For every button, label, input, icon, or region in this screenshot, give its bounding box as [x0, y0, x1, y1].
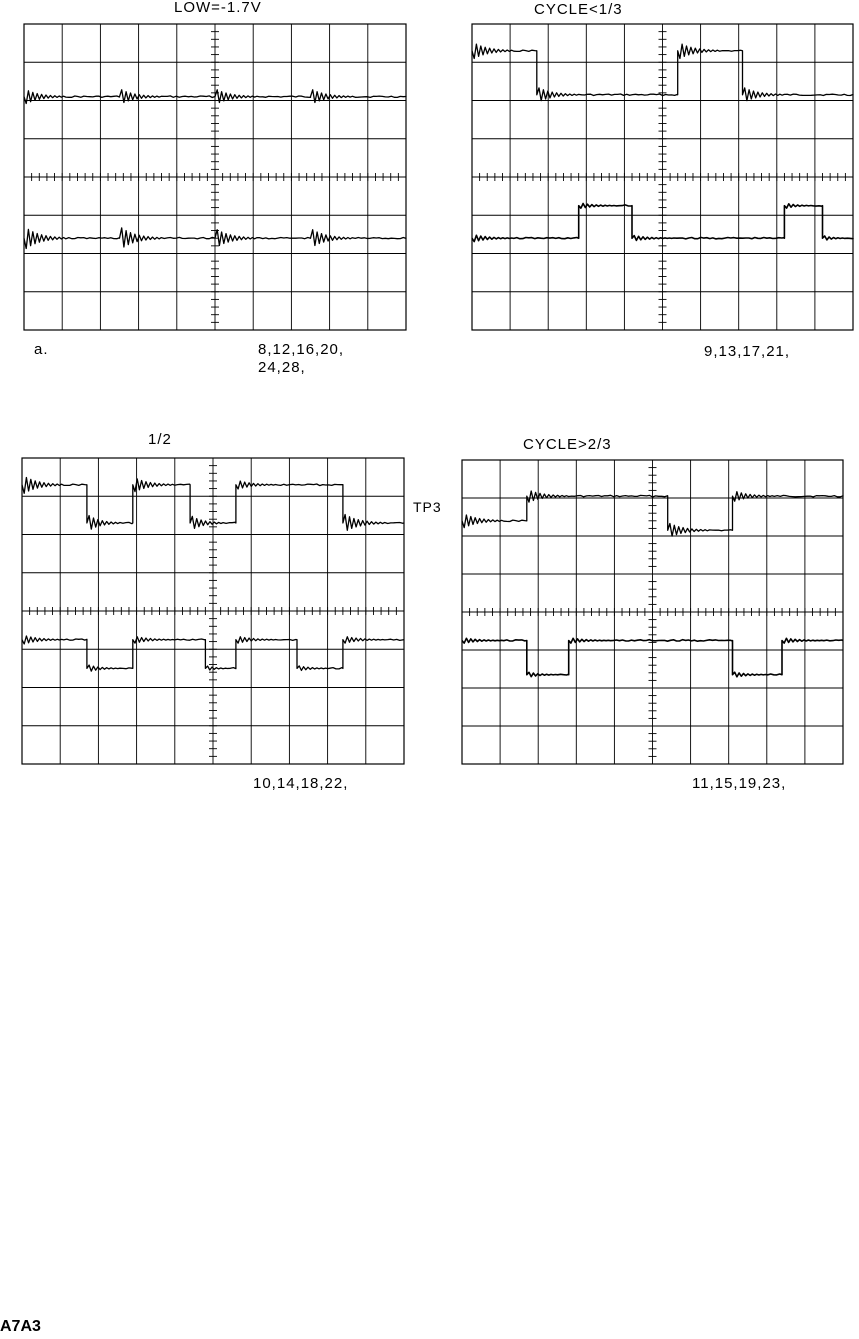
- panel-4-bottom-caption: 11,15,19,23,: [692, 775, 787, 792]
- panel-1-bottom-caption-2: 24,28,: [258, 359, 306, 376]
- oscilloscope-panel-2: [472, 24, 853, 330]
- panel-2-top-caption: CYCLE<1/3: [534, 1, 623, 18]
- panel-4-top-caption: CYCLE>2/3: [523, 436, 612, 453]
- panel-1-top-caption: LOW=-1.7V: [174, 0, 262, 16]
- panel-1-bottom-caption: 8,12,16,20,: [258, 341, 345, 358]
- oscilloscope-panel-4: [462, 460, 843, 764]
- panel-3-side-label: TP3: [413, 499, 442, 515]
- panel-3-bottom-caption: 10,14,18,22,: [253, 775, 349, 792]
- panel-3-top-caption: 1/2: [148, 431, 172, 448]
- oscilloscope-panel-3: [22, 458, 404, 764]
- panel-1-letter: a.: [34, 341, 49, 358]
- panel-2-bottom-caption: 9,13,17,21,: [704, 343, 791, 360]
- oscilloscope-panel-1: [24, 24, 406, 330]
- assembly-label: A7A3: [0, 1318, 41, 1335]
